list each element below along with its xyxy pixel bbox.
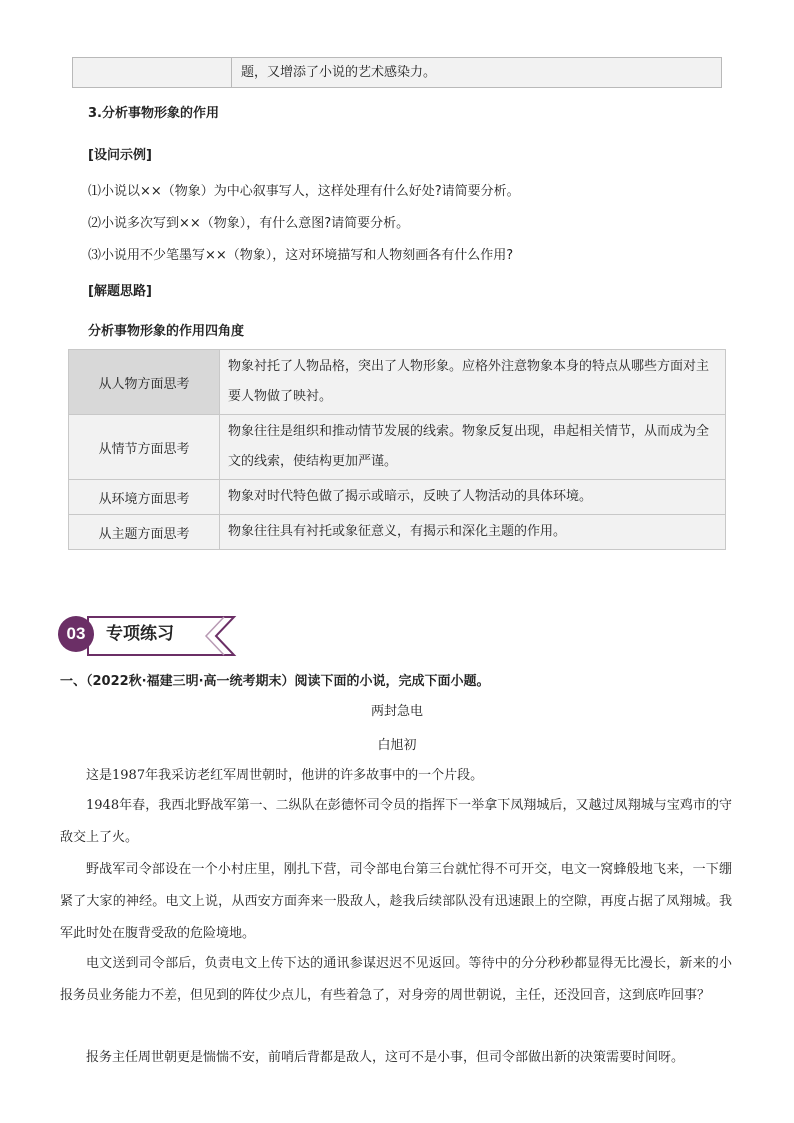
story-title: 两封急电 (370, 704, 423, 719)
story-paragraph: 报务主任周世朝更是惴惴不安，前哨后背都是敌人，这可不是小事，但司令部做出新的决策需要时间呀。 (86, 1050, 685, 1065)
question-3: ⑶小说用不少笔墨写××（物象），这对环境描写和人物刻画各有什么作用? (88, 248, 514, 263)
detail-cell: 物象对时代特色做了揭示或暗示，反映了人物活动的具体环境。 (220, 480, 726, 515)
aspect-cell: 从环境方面思考 (69, 480, 220, 515)
story-paragraph: 这是1987年我采访老红军周世朝时，他讲的许多故事中的一个片段。 (86, 768, 484, 783)
question-1: ⑴小说以××（物象）为中心叙事写人，这样处理有什么好处?请简要分析。 (88, 184, 520, 199)
section-number-badge: 03 (58, 616, 94, 652)
detail-cell: 物象往往是组织和推动情节发展的线索。物象反复出现，串起相关情节，从而成为全文的线索，使结构更加严谨。 (220, 415, 726, 480)
story-paragraph: 野战军司令部设在一个小村庄里，刚扎下营，司令部电台第三台就忙得不可开交，电文一窝蜂般地飞来，一下绷紧了大家的神经。电文上说，从西安方面奔来一股敌人，趁我后续部队没有迅速跟上的空隙，再度占据了凤翔城。我军此时处在腹背受敌的危险境地。 (60, 862, 732, 941)
detail-cell: 物象往往具有衬托或象征意义，有揭示和深化主题的作用。 (220, 515, 726, 550)
aspect-cell: 从情节方面思考 (69, 415, 220, 480)
top-table-left-cell (73, 58, 232, 87)
story-paragraph: 电文送到司令部后，负责电文上传下达的通讯参谋迟迟不见返回。等待中的分分秒秒都显得无比漫长，新来的小报务员业务能力不差，但见到的阵仗少点儿，有些着急了，对身旁的周世朝说，主任，还没回音，这到底咋回事？ (60, 956, 732, 1003)
approach-heading: [解题思路] (88, 284, 152, 299)
detail-cell: 物象衬托了人物品格，突出了人物形象。应格外注意物象本身的特点从哪些方面对主要人物做了映衬。 (220, 350, 726, 415)
exercise-question: 一、（2022秋·福建三明·高一统考期末）阅读下面的小说，完成下面小题。 (60, 674, 490, 689)
table-row (69, 515, 726, 550)
aspect-cell: 从主题方面思考 (69, 515, 220, 550)
aspect-cell: 从人物方面思考 (69, 350, 220, 415)
table-row (69, 480, 726, 515)
table-row (69, 350, 726, 415)
approach-table (68, 349, 726, 550)
story-paragraph: 1948年春，我西北野战军第一、二纵队在彭德怀司令员的指挥下一举拿下凤翔城后，又越过凤翔城与宝鸡市的守敌交上了火。 (60, 798, 732, 845)
section-banner (58, 613, 218, 659)
section-banner-label: 专项练习 (106, 624, 174, 644)
section-title: 3.分析事物形象的作用 (88, 106, 219, 121)
table-row (69, 415, 726, 480)
top-table-right-cell: 题，又增添了小说的艺术感染力。 (241, 65, 437, 80)
story-author: 白旭初 (377, 738, 417, 753)
top-table-row (72, 57, 722, 88)
question-2: ⑵小说多次写到××（物象），有什么意图?请简要分析。 (88, 216, 410, 231)
question-example-heading: [设问示例] (88, 148, 152, 163)
table-title: 分析事物形象的作用四角度 (88, 324, 245, 339)
